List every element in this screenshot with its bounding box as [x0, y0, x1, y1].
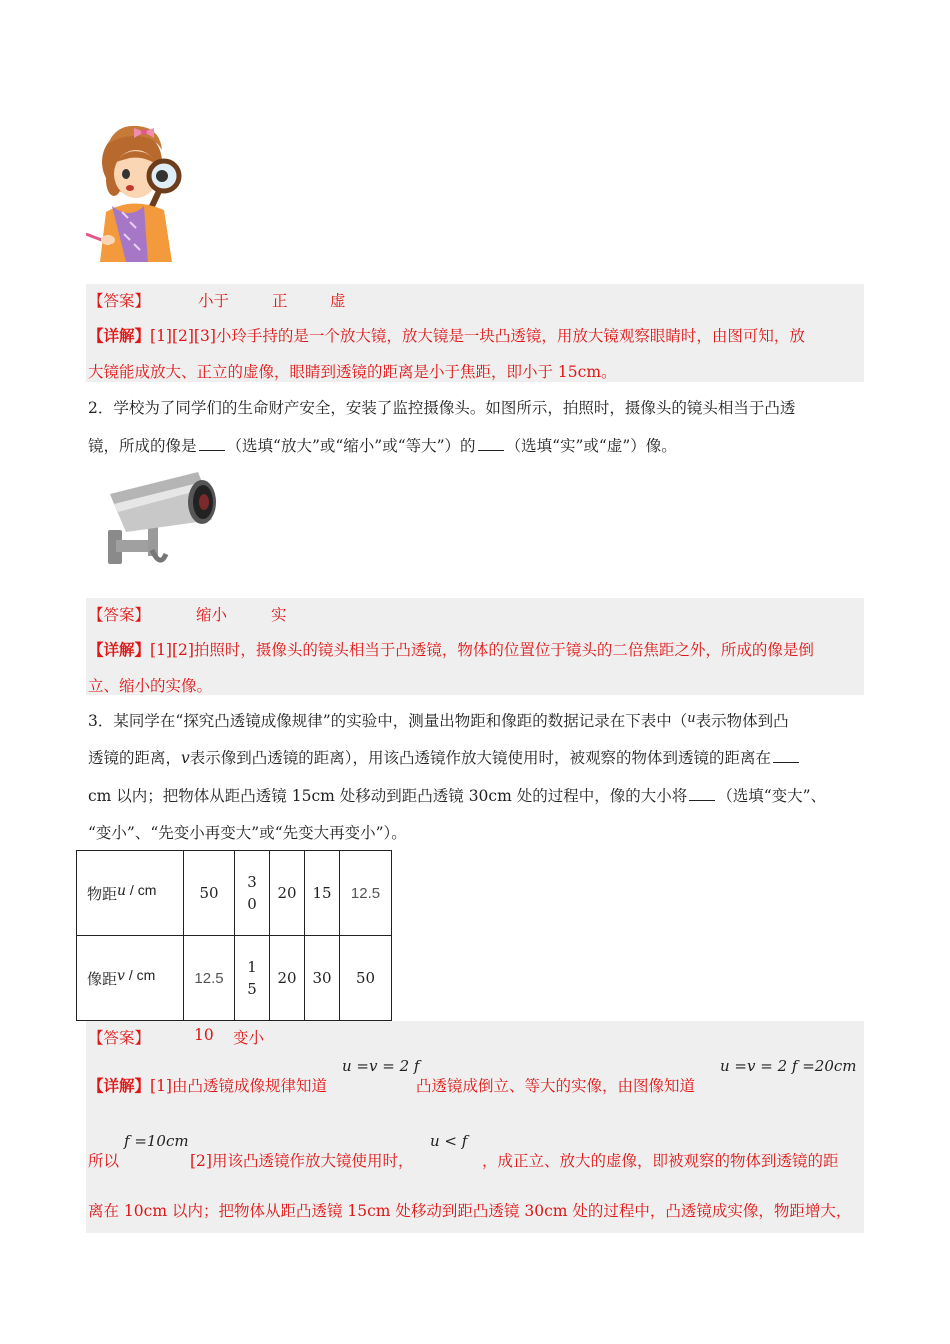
q1-detail-line1 — [88, 324, 805, 346]
equation-u-less-f: u < f — [430, 1132, 468, 1150]
row1-header: 物距u / cm — [77, 851, 184, 936]
girl-magnifier-illustration — [86, 122, 196, 267]
equation-f-10cm: f =10cm — [124, 1132, 189, 1150]
q1-answer-2: 正 — [272, 292, 288, 310]
q3-detail-line1 — [88, 1074, 696, 1096]
table-row-object-distance — [77, 851, 392, 936]
q2-answer-2: 实 — [271, 606, 287, 624]
q2-text-line2 — [88, 434, 677, 456]
q3-var-v: v — [181, 749, 190, 767]
q3-detail-2: [2]用该凸透镜作放大镜使用时， — [190, 1152, 414, 1170]
q2-detail-label: 【详解】 — [88, 640, 151, 659]
q2-detail-line1 — [88, 638, 814, 660]
row2-header: 像距v / cm — [77, 936, 184, 1021]
q3-detail-3: ，成正立、放大的虚像，即被观察的物体到透镜的距 — [482, 1152, 839, 1170]
q3-detail-so: 所以 — [88, 1152, 120, 1170]
q2-detail-text1: [1][2]拍照时，摄像头的镜头相当于凸透镜，物体的位置位于镜头的二倍焦距之外，所成的像是倒 — [150, 641, 814, 659]
equation-u-v-2f: u =v = 2 f — [342, 1057, 420, 1075]
table-row-image-distance — [77, 936, 392, 1021]
q3-text-line4: “变小”、“先变小再变大”或“先变大再变小”）。 — [88, 824, 407, 842]
equation-u-v-2f-20cm: u =v = 2 f =20cm — [720, 1057, 857, 1075]
table-cell: 12.5 — [184, 936, 235, 1021]
q3-data-table — [76, 850, 392, 1021]
q1-detail-line2: 大镜能成放大、正立的虚像，眼睛到透镜的距离是小于焦距，即小于 15cm。 — [88, 363, 617, 381]
table-cell: 12.5 — [340, 851, 392, 936]
q3-text-1a: 3．某同学在“探究凸透镜成像规律”的实验中，测量出物距和像距的数据记录在下表中（ — [88, 712, 688, 730]
q2-text-c: （选填“实”或“虚”）像。 — [505, 437, 677, 455]
q3-detail-line2 — [88, 1149, 839, 1171]
q2-text-a: 镜，所成的像是 — [88, 437, 197, 455]
table-cell: 15 — [305, 851, 340, 936]
q2-answer-1: 缩小 — [196, 606, 228, 624]
table-cell: 20 — [270, 851, 305, 936]
q3-detail-line3: 离在 10cm 以内；把物体从距凸透镜 15cm 处移动到距凸透镜 30cm 处的过程中，凸透镜成实像，物距增大， — [88, 1202, 852, 1220]
q3-detail-label: 【详解】 — [88, 1076, 151, 1095]
q2-answer-label: 【答案】 — [88, 606, 151, 624]
table-cell: 50 — [340, 936, 392, 1021]
table-cell: 3 0 — [235, 851, 270, 936]
q3-answer-1: 10 — [194, 1026, 214, 1044]
q3-answer-line — [88, 1026, 265, 1048]
table-cell: 50 — [184, 851, 235, 936]
q1-answer-1: 小于 — [198, 292, 230, 310]
table-cell: 30 — [305, 936, 340, 1021]
q3-blank-2 — [689, 786, 715, 801]
q1-answer-label: 【答案】 — [88, 292, 151, 310]
q3-text-3b: （选填“变大”、 — [717, 787, 827, 805]
q3-text-line3 — [88, 784, 826, 806]
q2-text-b: （选填“放大”或“缩小”或“等大”）的 — [226, 437, 476, 455]
q3-answer-label: 【答案】 — [88, 1029, 151, 1047]
q1-detail-text1: [1][2][3]小玲手持的是一个放大镜，放大镜是一块凸透镜，用放大镜观察眼睛时，由图可知，放 — [150, 327, 805, 345]
q3-text-2b: 表示像到凸透镜的距离），用该凸透镜作放大镜使用时，被观察的物体到透镜的距离在 — [189, 749, 772, 767]
table-cell: 20 — [270, 936, 305, 1021]
q3-blank-1 — [773, 748, 799, 763]
q3-text-2a: 透镜的距离， — [88, 749, 182, 767]
q1-detail-label: 【详解】 — [88, 326, 151, 345]
security-camera-illustration — [104, 468, 224, 570]
q3-detail-a: [1]由凸透镜成像规律知道 — [150, 1077, 327, 1095]
q1-answer-line — [88, 289, 346, 311]
q2-answer-line — [88, 603, 287, 625]
table-cell: 1 5 — [235, 936, 270, 1021]
q2-blank-1 — [199, 436, 225, 451]
q3-text-line1 — [88, 709, 789, 731]
q3-text-1b: 表示物体到凸 — [695, 712, 789, 730]
q3-text-line2 — [88, 746, 801, 768]
q2-text-line1: 2．学校为了同学们的生命财产安全，安装了监控摄像头。如图所示，拍照时，摄像头的镜头相当于凸透 — [88, 399, 796, 417]
q2-blank-2 — [478, 436, 504, 451]
q3-answer-2: 变小 — [233, 1029, 265, 1047]
q2-detail-line2: 立、缩小的实像。 — [88, 677, 213, 695]
q3-detail-b: 凸透镜成倒立、等大的实像，由图像知道 — [416, 1077, 696, 1095]
q1-answer-3: 虚 — [330, 292, 346, 310]
q3-text-3a: cm 以内；把物体从距凸透镜 15cm 处移动到距凸透镜 30cm 处的过程中，像的大小将 — [88, 787, 688, 805]
q3-var-u: u — [687, 711, 696, 726]
